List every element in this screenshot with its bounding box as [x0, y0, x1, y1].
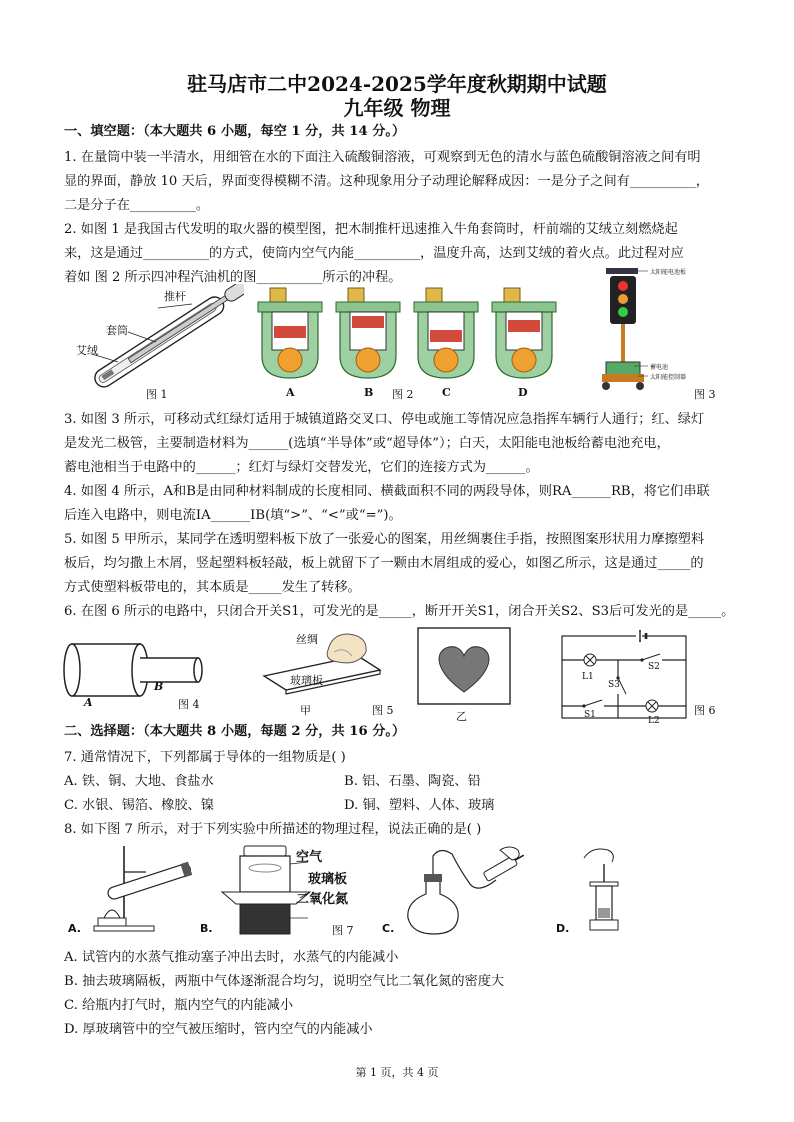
q8-option-b: B. 抽去玻璃隔板，两瓶中气体逐渐混合均匀，说明空气比二氧化氮的密度大	[64, 974, 505, 989]
q2-line2: 来，这是通过__________的方式，使筒内空气内能__________，温度升高，达到艾绒的着火点。此过程对应	[64, 246, 684, 261]
fig3-label-battery: 蓄电池	[650, 364, 669, 371]
fig7-label-glass: 玻璃板	[308, 872, 348, 887]
q7-stem: 7. 通常情况下，下列都属于导体的一组物质是( )	[64, 750, 346, 765]
q8-option-d: D. 厚玻璃管中的空气被压缩时，管内空气的内能减小	[64, 1022, 373, 1037]
q2-line1: 2. 如图 1 是我国古代发明的取火器的模型图，把木制推杆迅速推入牛角套筒时，杆前端的艾绒立刻燃烧起	[64, 222, 678, 237]
q8-option-a: A. 试管内的水蒸气推动塞子冲出去时，水蒸气的内能减小	[64, 950, 399, 965]
q3-line3: 蓄电池相当于电路中的______；红灯与绿灯交替发光，它们的连接方式为______。	[64, 460, 539, 475]
fig1-caption: 图 1	[146, 388, 168, 401]
section1-heading: 一、填空题：（本大题共 6 小题，每空 1 分，共 14 分。）	[64, 124, 406, 139]
fig5-label-yi: 乙	[456, 710, 467, 723]
fig7-label-b: B.	[200, 922, 213, 935]
q5-line1: 5. 如图 5 甲所示，某同学在透明塑料板下放了一张爱心的图案，用丝绸裹住手指，按照图案形状用力摩擦塑料	[64, 532, 705, 547]
fig6-label-l2: L2	[648, 716, 660, 726]
q1-line1: 1. 在量筒中装一半清水，用细管在水的下面注入硫酸铜溶液，可观察到无色的清水与蓝色硫酸铜溶液之间有明	[64, 150, 701, 165]
q5-line3: 方式使塑料板带电的，其本质是_____发生了转移。	[64, 580, 361, 595]
q8-option-c: C. 给瓶内打气时，瓶内空气的内能减小	[64, 998, 294, 1013]
exam-subtitle: 九年级 物理	[343, 96, 451, 120]
fig7-label-a: A.	[68, 922, 81, 935]
exam-title: 驻马店市二中2024-2025学年度秋期期中试题	[187, 72, 607, 96]
q7-option-b: B. 铝、石墨、陶瓷、铅	[344, 774, 481, 789]
fig2-label-a: A	[286, 386, 295, 399]
q3-line1: 3. 如图 3 所示，可移动式红绿灯适用于城镇道路交叉口、停电或施工等情况应急指挥车辆行人通行；红、绿灯	[64, 412, 705, 427]
section2-heading: 二、选择题：（本大题共 8 小题，每题 2 分，共 16 分。）	[64, 724, 406, 739]
fig7-label-d: D.	[556, 922, 570, 935]
fig5-label-jia: 甲	[300, 704, 311, 717]
engine-a	[258, 288, 322, 378]
q8-stem: 8. 如下图 7 所示，对于下列实验中所描述的物理过程，说法正确的是( )	[64, 822, 482, 837]
q7-option-d: D. 铜、塑料、人体、玻璃	[344, 798, 495, 813]
q4-line1: 4. 如图 4 所示，A和B是由同种材料制成的长度相同、横截面积不同的两段导体，则RA______RB，将它们串联	[64, 484, 710, 499]
figure-6-circuit	[556, 622, 696, 726]
fig1-label-moxa: 艾绒	[76, 344, 98, 357]
fig3-label-panel: 太阳能电池板	[650, 269, 687, 276]
fig1-label-push-rod: 推杆	[164, 290, 186, 303]
fig6-caption: 图 6	[694, 704, 716, 717]
fig5-caption: 图 5	[372, 704, 394, 717]
figure-7c-flask-pump	[400, 840, 530, 936]
fig7-label-air: 空气	[296, 850, 323, 865]
figure-5a-rubbing	[258, 626, 388, 696]
q3-line2: 是发光二极管，主要制造材料为______(选填“半导体”或“超导体”）；白天，太阳能电池板给蓄电池充电，	[64, 436, 670, 451]
q5-line2: 板后，均匀撒上木屑，竖起塑料板轻敲，板上就留下了一颗由木屑组成的爱心，如图乙所示，这是通过_____的	[64, 556, 704, 571]
figure-2-engine-strokes	[254, 286, 564, 384]
q4-line2: 后连入电路中，则电流IA______IB(填“>”、“<”或“=”)。	[64, 508, 402, 523]
engine-c	[414, 288, 478, 378]
fig6-label-l1: L1	[582, 672, 594, 682]
fig3-label-box: 太阳能控制器	[650, 374, 687, 381]
engine-d	[492, 288, 556, 378]
figure-5b-heart	[416, 626, 512, 706]
q2-line3: 着如 图 2 所示四冲程汽油机的图__________所示的冲程。	[64, 270, 402, 285]
fig2-label-c: C	[442, 386, 451, 399]
page-footer: 第 1 页，共 4 页	[355, 1066, 439, 1079]
fig4-label-b: B	[154, 680, 164, 693]
fig2-label-d: D	[518, 386, 528, 399]
engine-b	[336, 288, 400, 378]
figure-7d-compression-tube	[574, 842, 634, 934]
fig4-caption: 图 4	[178, 698, 200, 711]
fig4-label-a: A	[84, 696, 93, 709]
q7-option-c: C. 水银、锡箔、橡胶、镍	[64, 798, 214, 813]
q1-line3: 二是分子在__________。	[64, 198, 210, 213]
fig2-label-b: B	[364, 386, 374, 399]
q6-line1: 6. 在图 6 所示的电路中，只闭合开关S1，可发光的是_____，断开开关S1，闭合开关S2、S3后可发光的是_____。	[64, 604, 735, 619]
fig5-label-glass: 玻璃板	[290, 674, 323, 687]
q7-option-a: A. 铁、铜、大地、食盐水	[64, 774, 214, 789]
fig7-caption: 图 7	[332, 924, 354, 937]
fig6-label-s2: S2	[648, 662, 660, 672]
fig7-label-c: C.	[382, 922, 395, 935]
q1-line2: 显的界面，静放 10 天后，界面变得模糊不清。这种现象用分子动理论解释成因：一是分子之间有__________，	[64, 174, 709, 189]
fig6-label-s3: S3	[608, 680, 620, 690]
fig2-caption: 图 2	[392, 388, 414, 401]
fig3-caption: 图 3	[694, 388, 716, 401]
figure-7a-test-tube	[84, 842, 194, 934]
fig5-label-silk: 丝绸	[296, 633, 318, 646]
fig1-label-sleeve: 套筒	[106, 324, 128, 337]
fig6-label-s1: S1	[584, 710, 596, 720]
fig7-label-no2: 二氧化氮	[296, 892, 349, 907]
